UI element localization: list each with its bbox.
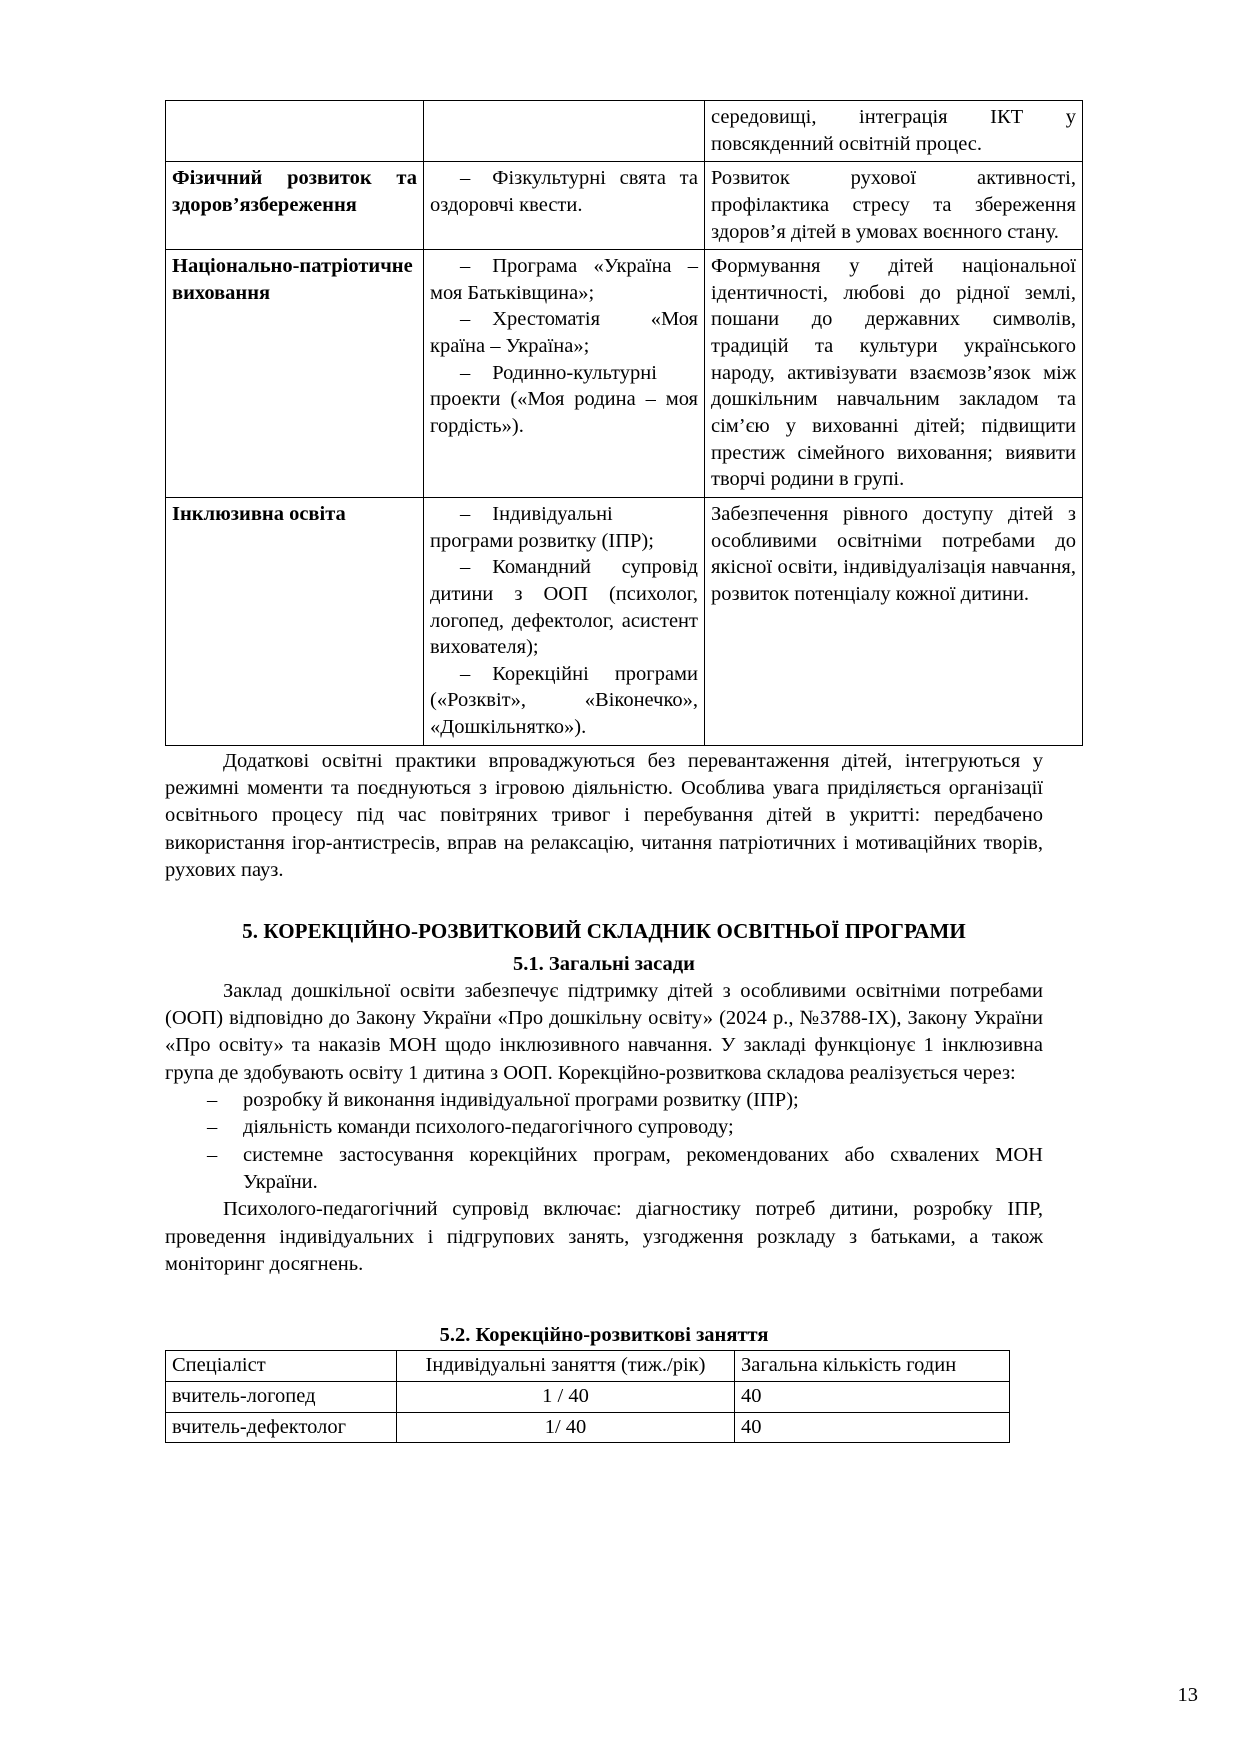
cell-individual: 1/ 40 [397, 1412, 735, 1443]
dash-marker: – [207, 1143, 218, 1166]
list-item [165, 1087, 1043, 1114]
educational-practices-table [165, 100, 1083, 746]
dash-marker: – [207, 1116, 218, 1139]
table-row [166, 162, 1083, 250]
page-number: 13 [1177, 1684, 1198, 1706]
list-item [165, 1114, 1043, 1141]
cell-specialist: вчитель-логопед [166, 1382, 397, 1413]
practice-item-text: Програма «Україна – моя Батьківщина»; [430, 255, 698, 304]
list-item-text: системне застосування корекційних програм, рекомендованих або схвалених МОН України. [243, 1143, 1043, 1194]
practice-goal-cell: Забезпечення рівного доступу дітей з особливими освітніми потребами до якісної освіти, індивідуалізація навчання, розвиток потенціалу кожної дитини. [705, 497, 1083, 745]
practice-item [430, 661, 698, 741]
practice-name-text: Фізичний розвиток та здоров’язбереження [172, 167, 417, 216]
practice-content-cell [424, 101, 705, 162]
practice-name-cell [166, 162, 424, 250]
table-row [166, 250, 1083, 498]
practice-item-text: Фізкультурні свята та оздоровчі квести. [430, 167, 698, 216]
dash-marker: – [460, 167, 471, 190]
practice-item-text: Родинно-культурні проекти («Моя родина – моя гордість»). [430, 361, 698, 438]
practice-content-cell [424, 162, 705, 250]
dash-marker: – [460, 308, 471, 331]
dash-marker: – [460, 556, 471, 579]
correction-components-list [165, 1087, 1043, 1196]
dash-marker: – [207, 1088, 218, 1111]
table-row [166, 1412, 1010, 1443]
dash-marker: – [460, 255, 471, 278]
column-header-individual: Індивідуальні заняття (тиж./рік) [397, 1351, 735, 1382]
practice-item-text: Хрестоматія «Моя країна – Україна»; [430, 308, 698, 358]
practice-goal-cell: Розвиток рухової активності, профілактика стресу та збереження здоров’я дітей в умовах воєнного стану. [705, 162, 1083, 250]
correction-lessons-table [165, 1350, 1010, 1443]
dash-marker: – [460, 361, 471, 384]
list-item [165, 1142, 1043, 1197]
paragraph-support-includes: Психолого-педагогічний супровід включає: діагностику потреб дитини, розробку ІПР, проведення індивідуальних і підгрупових занять, узгодження розкладу з батьками, а також моніторинг досягнень. [165, 1198, 1043, 1276]
section-5-title: 5. КОРЕКЦІЙНО-РОЗВИТКОВИЙ СКЛАДНИК ОСВІТНЬОЇ ПРОГРАМИ [242, 918, 966, 943]
table-row [166, 497, 1083, 745]
table-row [166, 1382, 1010, 1413]
practice-item-text: Корекційні програми («Розквіт», «Віконечко», «Дошкільнятко»). [430, 662, 698, 739]
list-item-text: діяльність команди психолого-педагогічного супроводу; [243, 1116, 734, 1139]
page-content [165, 100, 1076, 1443]
practice-item-text: Командний супровід дитини з ООП (психолог, логопед, дефектолог, асистент вихователя); [430, 556, 698, 659]
practice-item [430, 253, 698, 306]
dash-marker: – [460, 502, 471, 525]
practice-item [430, 501, 698, 554]
section-5-2-title: 5.2. Корекційно-розвиткові заняття [439, 1324, 769, 1347]
practice-goal-cell: Формування у дітей національної ідентичності, любові до рідної землі, пошани до державних символів, традицій та культури українського народу, активізувати взаємозв’язок між дошкільним навчальним закладом та сім’єю у вихованні дітей; підвищити престиж сімейного виховання; виявити творчі родини в групі. [705, 250, 1083, 498]
practice-item-text: Індивідуальні програми розвитку (ІПР); [430, 502, 654, 552]
practice-content-cell [424, 250, 705, 498]
practice-item [430, 554, 698, 661]
practice-name-cell: Національно-патріотичне виховання [166, 250, 424, 498]
practice-item [430, 360, 698, 440]
practice-content-cell [424, 497, 705, 745]
cell-total: 40 [735, 1382, 1010, 1413]
cell-total: 40 [735, 1412, 1010, 1443]
dash-marker: – [460, 662, 471, 685]
paragraph-general-principles: Заклад дошкільної освіти забезпечує підтримку дітей з особливими освітніми потребами (ООП) відповідно до Закону України «Про дошкільну освіту» (2024 р., №3788-IX), Закону України «Про освіту» та наказів МОН щодо інклюзивного навчання. У закладі функціонує 1 інклюзивна група де здобувають освіту 1 дитина з ООП. Корекційно-розвиткова складова реалізується через: [165, 979, 1043, 1084]
column-header-total: Загальна кількість годин [735, 1351, 1010, 1382]
practice-name-cell [166, 101, 424, 162]
practice-goal-cell: середовищі, інтеграція ІКТ у повсякденний освітній процес. [705, 101, 1083, 162]
practice-name-cell: Інклюзивна освіта [166, 497, 424, 745]
paragraph-after-table: Додаткові освітні практики впроваджуються без перевантаження дітей, інтегруються у режимні моменти та поєднуються з ігровою діяльністю. Особлива увага приділяється організації освітнього процесу під час повітряних тривог і перебування дітей в укритті: передбачено використання ігор-антистресів, вправ на релаксацію, читання патріотичних і мотиваційних творів, рухових пауз. [165, 749, 1043, 882]
list-item-text: розробку й виконання індивідуальної програми розвитку (ІПР); [243, 1088, 799, 1111]
practice-item [430, 165, 698, 218]
cell-specialist: вчитель-дефектолог [166, 1412, 397, 1443]
section-5-1-title: 5.1. Загальні засади [513, 952, 695, 975]
practice-item [430, 306, 698, 359]
column-header-specialist: Спеціаліст [166, 1351, 397, 1382]
table-row [166, 101, 1083, 162]
table-header-row [166, 1351, 1010, 1382]
cell-individual: 1 / 40 [397, 1382, 735, 1413]
